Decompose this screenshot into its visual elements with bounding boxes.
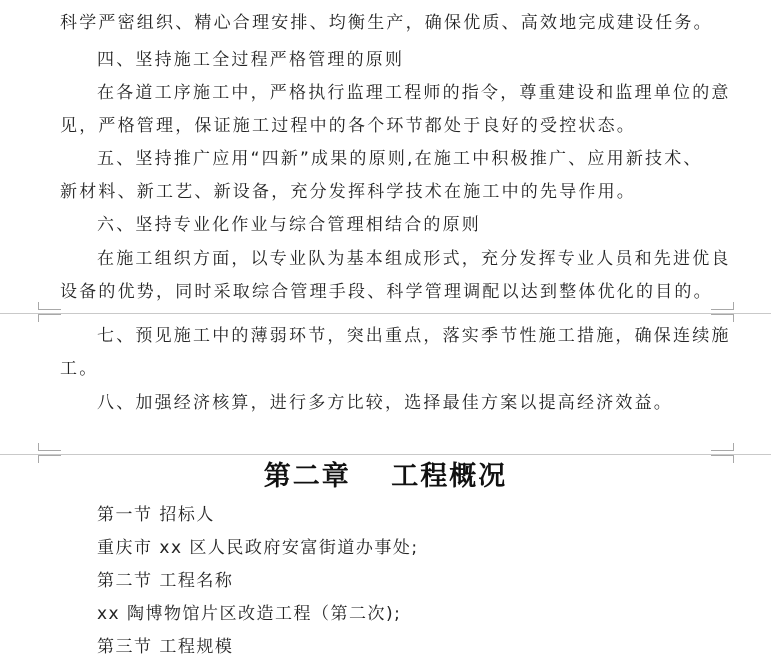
page-break [0,454,771,455]
section-heading-7: 七、预见施工中的薄弱环节，突出重点，落实季节性施工措施，确保连续施 [97,326,731,346]
section-heading: 第三节 工程规模 [97,637,234,657]
paragraph-line: 重庆市 xx 区人民政府安富街道办事处; [97,538,419,558]
section-heading-8: 八、加强经济核算，进行多方比较，选择最佳方案以提高经济效益。 [97,393,673,413]
chapter-title: 第二章 工程概况 [263,461,508,492]
paragraph-line: xx 陶博物馆片区改造工程（第二次); [97,604,402,624]
page-corner-mark [38,314,61,322]
page-corner-mark [711,314,734,322]
paragraph-line: 设备的优势，同时采取综合管理手段、科学管理调配以达到整体优化的目的。 [60,282,713,302]
page-corner-mark [711,302,734,310]
paragraph-line: 工。 [60,359,99,379]
page-corner-mark [38,302,61,310]
section-heading-6: 六、坚持专业化作业与综合管理相结合的原则 [97,215,481,235]
page-break [0,313,771,314]
paragraph-line: 科学严密组织、精心合理安排、均衡生产，确保优质、高效地完成建设任务。 [60,13,713,33]
section-heading: 第二节 工程名称 [97,571,234,591]
paragraph-line: 在各道工序施工中，严格执行监理工程师的指令，尊重建设和监理单位的意 [97,83,731,103]
section-heading-5: 五、坚持推广应用“四新”成果的原则,在施工中积极推广、应用新技术、 [97,149,703,169]
top-clip [0,0,771,8]
paragraph-line: 见，严格管理，保证施工过程中的各个环节都处于良好的受控状态。 [60,116,636,136]
page-corner-mark [711,443,734,451]
page-corner-mark [38,443,61,451]
paragraph-line: 在施工组织方面，以专业队为基本组成形式，充分发挥专业人员和先进优良 [97,249,731,269]
section-heading: 第一节 招标人 [97,505,215,525]
section-heading-4: 四、坚持施工全过程严格管理的原则 [97,50,405,70]
paragraph-line: 新材料、新工艺、新设备，充分发挥科学技术在施工中的先导作用。 [60,182,636,202]
